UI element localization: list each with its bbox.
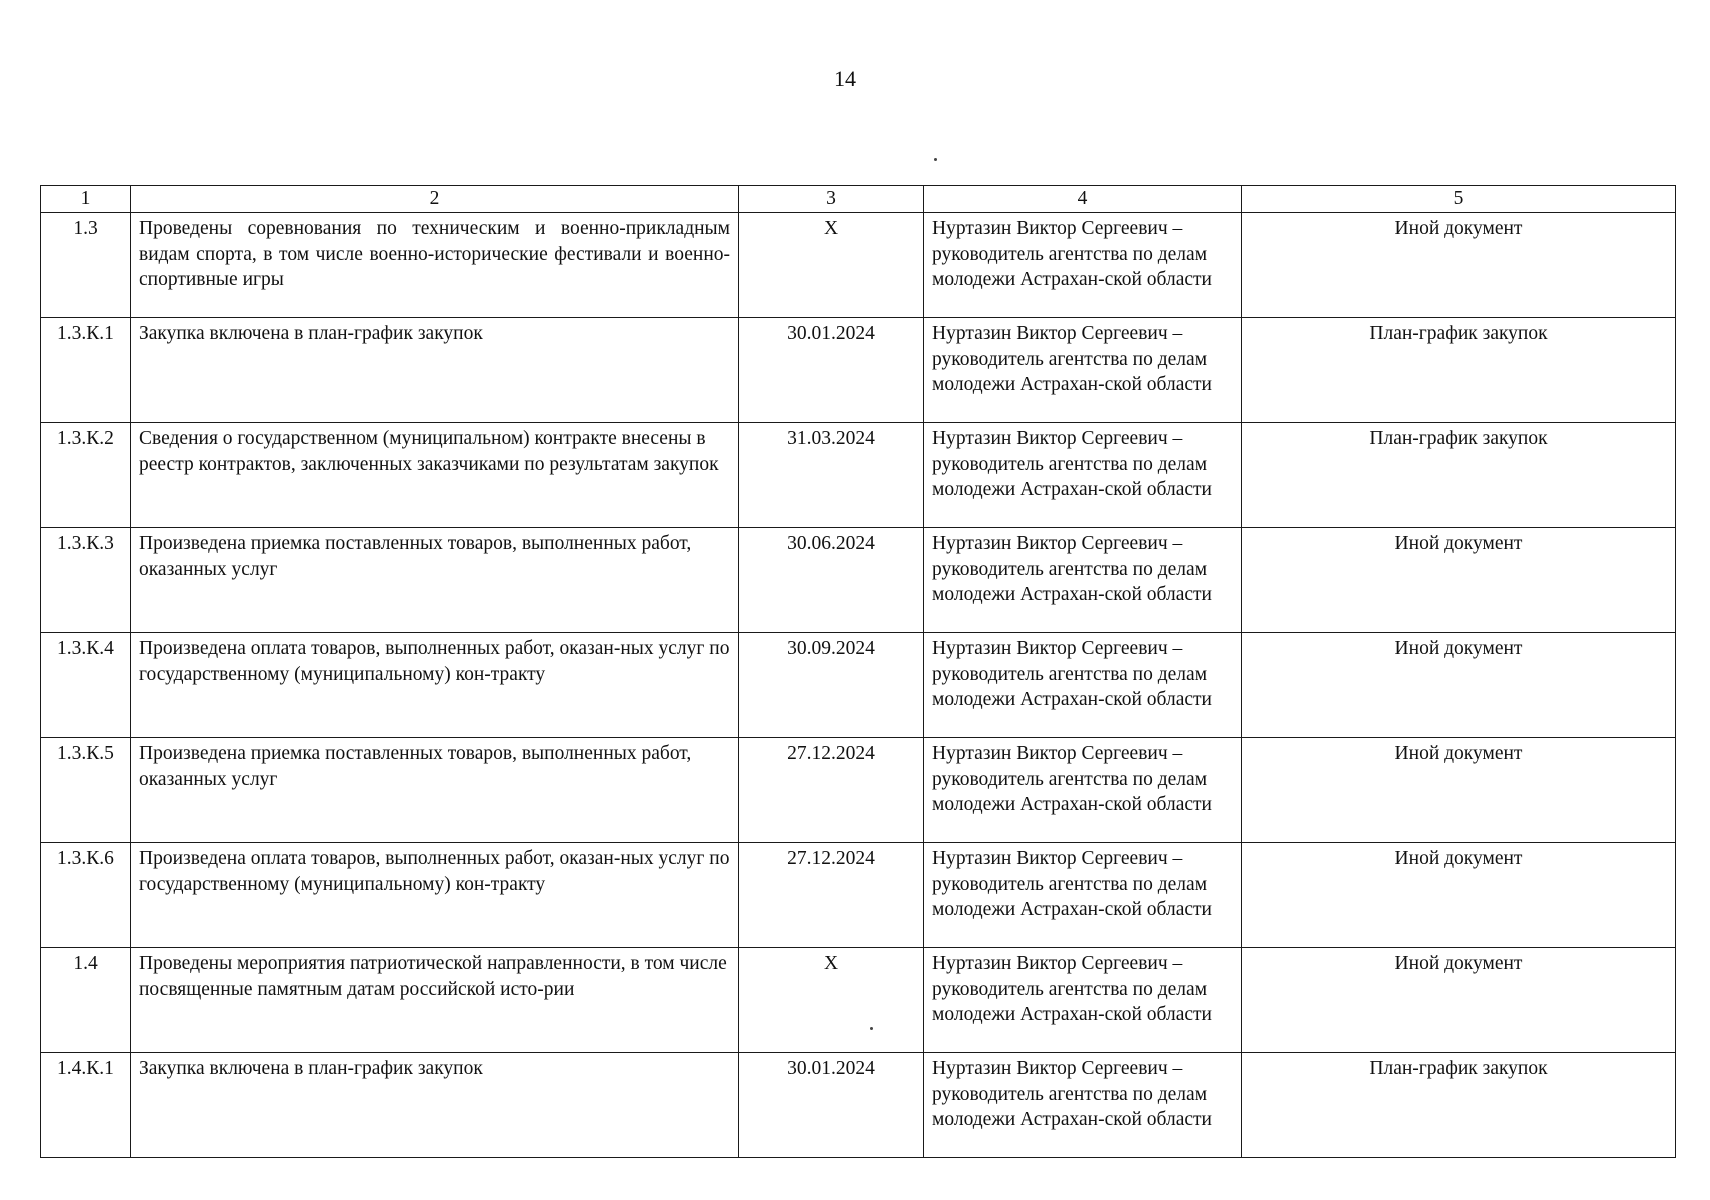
responsible-person: Нуртазин Виктор Сергеевич – руководитель агентства по делам молодежи Астрахан-ской области [924,528,1242,633]
row-number: 1.3.К.5 [41,738,131,843]
table-row [41,213,1676,318]
result-text: Проведены соревнования по техническим и военно-прикладным видам спорта, в том числе военно-исторические фестивали и военно-спортивные игры [131,213,739,318]
result-text: Закупка включена в план-график закупок [131,1053,739,1158]
due-date: 30.01.2024 [739,318,924,423]
column-number-3: 3 [739,186,924,213]
table-row [41,843,1676,948]
responsible-person: Нуртазин Виктор Сергеевич – руководитель агентства по делам молодежи Астрахан-ской области [924,318,1242,423]
responsible-person: Нуртазин Виктор Сергеевич – руководитель агентства по делам молодежи Астрахан-ской области [924,1053,1242,1158]
document-type: Иной документ [1242,843,1676,948]
row-number: 1.4.К.1 [41,1053,131,1158]
page-number: 14 [834,66,856,91]
result-text: Закупка включена в план-график закупок [131,318,739,423]
row-number: 1.3.К.4 [41,633,131,738]
responsible-person: Нуртазин Виктор Сергеевич – руководитель агентства по делам молодежи Астрахан-ской области [924,843,1242,948]
result-text: Произведена приемка поставленных товаров, выполненных работ, оказанных услуг [131,738,739,843]
scan-speck [934,158,937,161]
document-type: План-график закупок [1242,318,1676,423]
schedule-table [40,185,1676,1158]
table-row [41,528,1676,633]
document-type: Иной документ [1242,528,1676,633]
table-row [41,948,1676,1053]
row-number: 1.3 [41,213,131,318]
document-type: План-график закупок [1242,1053,1676,1158]
row-number: 1.4 [41,948,131,1053]
table-row [41,1053,1676,1158]
column-number-4: 4 [924,186,1242,213]
result-text: Произведена оплата товаров, выполненных работ, оказан-ных услуг по государственному (муниципальному) кон-тракту [131,843,739,948]
column-number-1: 1 [41,186,131,213]
result-text: Сведения о государственном (муниципальном) контракте внесены в реестр контрактов, заключенных заказчиками по результатам закупок [131,423,739,528]
responsible-person: Нуртазин Виктор Сергеевич – руководитель агентства по делам молодежи Астрахан-ской области [924,738,1242,843]
result-text: Произведена оплата товаров, выполненных работ, оказан-ных услуг по государственному (муниципальному) кон-тракту [131,633,739,738]
document-type: Иной документ [1242,633,1676,738]
due-date: X [739,948,924,1053]
responsible-person: Нуртазин Виктор Сергеевич – руководитель агентства по делам молодежи Астрахан-ской области [924,213,1242,318]
row-number: 1.3.К.6 [41,843,131,948]
document-type: Иной документ [1242,948,1676,1053]
row-number: 1.3.К.2 [41,423,131,528]
column-number-2: 2 [131,186,739,213]
responsible-person: Нуртазин Виктор Сергеевич – руководитель агентства по делам молодежи Астрахан-ской области [924,423,1242,528]
table-row [41,633,1676,738]
responsible-person: Нуртазин Виктор Сергеевич – руководитель агентства по делам молодежи Астрахан-ской области [924,633,1242,738]
result-text: Произведена приемка поставленных товаров, выполненных работ, оказанных услуг [131,528,739,633]
due-date: 30.09.2024 [739,633,924,738]
due-date: 27.12.2024 [739,843,924,948]
column-number-row [41,186,1676,213]
document-type: План-график закупок [1242,423,1676,528]
table-row [41,423,1676,528]
due-date: X [739,213,924,318]
due-date: 31.03.2024 [739,423,924,528]
row-number: 1.3.К.1 [41,318,131,423]
row-number: 1.3.К.3 [41,528,131,633]
table-row [41,738,1676,843]
result-text: Проведены мероприятия патриотической направленности, в том числе посвященные памятным датам российской исто-рии [131,948,739,1053]
due-date: 30.01.2024 [739,1053,924,1158]
responsible-person: Нуртазин Виктор Сергеевич – руководитель агентства по делам молодежи Астрахан-ской области [924,948,1242,1053]
due-date: 30.06.2024 [739,528,924,633]
table-row [41,318,1676,423]
column-number-5: 5 [1242,186,1676,213]
document-type: Иной документ [1242,738,1676,843]
due-date: 27.12.2024 [739,738,924,843]
document-type: Иной документ [1242,213,1676,318]
